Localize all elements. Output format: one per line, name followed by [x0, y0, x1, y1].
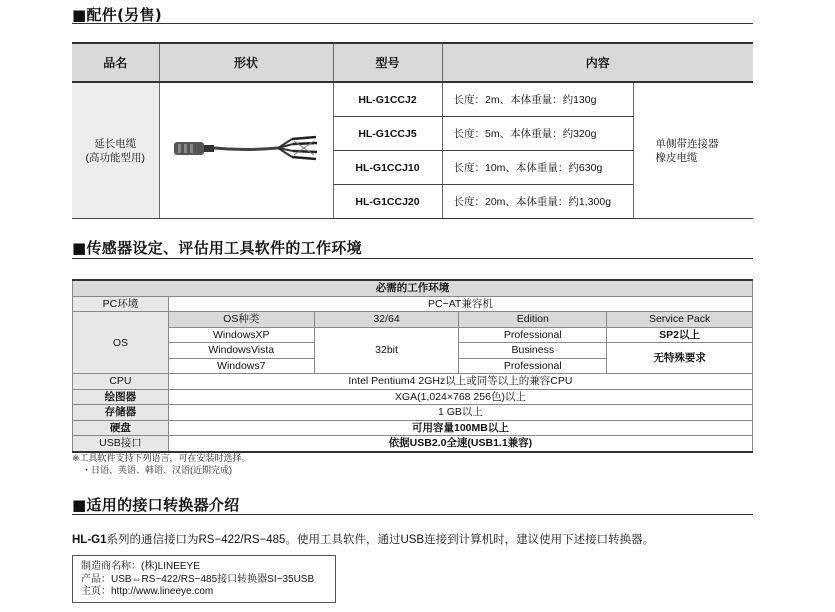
os-type-cell: Windows7 — [168, 358, 314, 374]
os-bit-cell: 32bit — [314, 327, 459, 374]
graphics-value: XGA(1,024×768 256色)以上 — [168, 389, 752, 405]
header-product-name: 品名 — [72, 43, 159, 82]
converter-intro — [72, 531, 654, 547]
product-name-cell — [72, 82, 159, 219]
cpu-label: CPU — [73, 374, 169, 390]
environment-header: 必需的工作环境 — [73, 280, 753, 296]
accessories-title-rule — [72, 23, 753, 24]
header-model: 型号 — [333, 43, 442, 82]
model-cell: HL-G1CCJ10 — [333, 151, 442, 185]
intro-model-prefix: HL-G1 — [72, 534, 107, 546]
software-section-title: ■传感器设定、评估用工具软件的工作环境 — [72, 239, 362, 257]
maker-name-line: 制造商名称：(株)LINEEYE — [81, 561, 200, 572]
harddisk-value: 可用容量100MB以上 — [168, 420, 752, 436]
os-sp-none-cell: 无特殊要求 — [607, 343, 753, 374]
os-type-cell: WindowsVista — [168, 343, 314, 359]
intro-text: 系列的通信接口为RS−422/RS−485。使用工具软件，通过USB连接到计算机时，建议使用下述接口转换器。 — [106, 534, 655, 546]
os-edition-cell: Professional — [459, 358, 607, 374]
language-notes — [72, 452, 251, 476]
cable-note-line1: 单侧带连接器 — [655, 137, 719, 150]
software-title-rule — [72, 258, 753, 259]
cable-note-cell — [633, 82, 753, 219]
converter-title-rule — [72, 514, 753, 515]
header-content: 内容 — [442, 43, 753, 82]
product-name-line2: (高功能型用) — [85, 151, 145, 164]
converter-section-title: ■适用的接口转换器介绍 — [72, 496, 240, 514]
memory-label: 存储器 — [73, 405, 169, 421]
os-col-type: OS种类 — [168, 312, 314, 328]
os-sp-cell: SP2以上 — [607, 327, 753, 343]
content-cell: 长度：2m、本体重量：约130g — [442, 82, 633, 117]
environment-table — [72, 279, 753, 453]
accessories-table — [72, 42, 753, 219]
os-col-sp: Service Pack — [607, 312, 753, 328]
model-cell: HL-G1CCJ5 — [333, 117, 442, 151]
os-edition-cell: Business — [459, 343, 607, 359]
maker-info-box — [72, 555, 336, 603]
harddisk-label: 硬盘 — [73, 420, 169, 436]
cpu-value: Intel Pentium4 2GHz以上或同等以上的兼容CPU — [168, 374, 752, 390]
header-shape: 形状 — [159, 43, 333, 82]
graphics-label: 绘图器 — [73, 389, 169, 405]
extension-cable-icon — [166, 129, 326, 169]
os-type-cell: WindowsXP — [168, 327, 314, 343]
cable-note-line2: 橡皮电缆 — [655, 151, 698, 164]
usb-label: USB接口 — [73, 436, 169, 452]
shape-cell — [159, 82, 333, 219]
language-note-line2: ・日语、英语、韩语、汉语(近期完成) — [82, 465, 232, 475]
model-cell: HL-G1CCJ20 — [333, 185, 442, 219]
os-label: OS — [73, 312, 169, 374]
content-cell: 长度：5m、本体重量：约320g — [442, 117, 633, 151]
os-col-bit: 32/64 — [314, 312, 459, 328]
model-cell: HL-G1CCJ2 — [333, 82, 442, 117]
content-cell: 长度：20m、本体重量：约1,300g — [442, 185, 633, 219]
accessories-header-row — [72, 43, 753, 82]
content-cell: 长度：10m、本体重量：约630g — [442, 151, 633, 185]
maker-homepage-line[interactable]: 主页：http://www.lineeye.com — [81, 586, 214, 597]
memory-value: 1 GB以上 — [168, 405, 752, 421]
table-row — [72, 82, 753, 117]
language-note-line1: ※工具软件支持下列语言，可在安装时选择。 — [72, 453, 251, 463]
pc-value: PC−AT兼容机 — [168, 296, 752, 312]
maker-product-line: 产品：USB⇔RS−422/RS−485接口转换器SI−35USB — [81, 573, 315, 585]
os-edition-cell: Professional — [459, 327, 607, 343]
os-col-edition: Edition — [459, 312, 607, 328]
product-name-line1: 延长电缆 — [94, 137, 137, 150]
pc-label: PC环境 — [73, 296, 169, 312]
accessories-section-title: ■配件(另售) — [72, 6, 162, 24]
usb-value: 依据USB2.0全速(USB1.1兼容) — [168, 436, 752, 452]
